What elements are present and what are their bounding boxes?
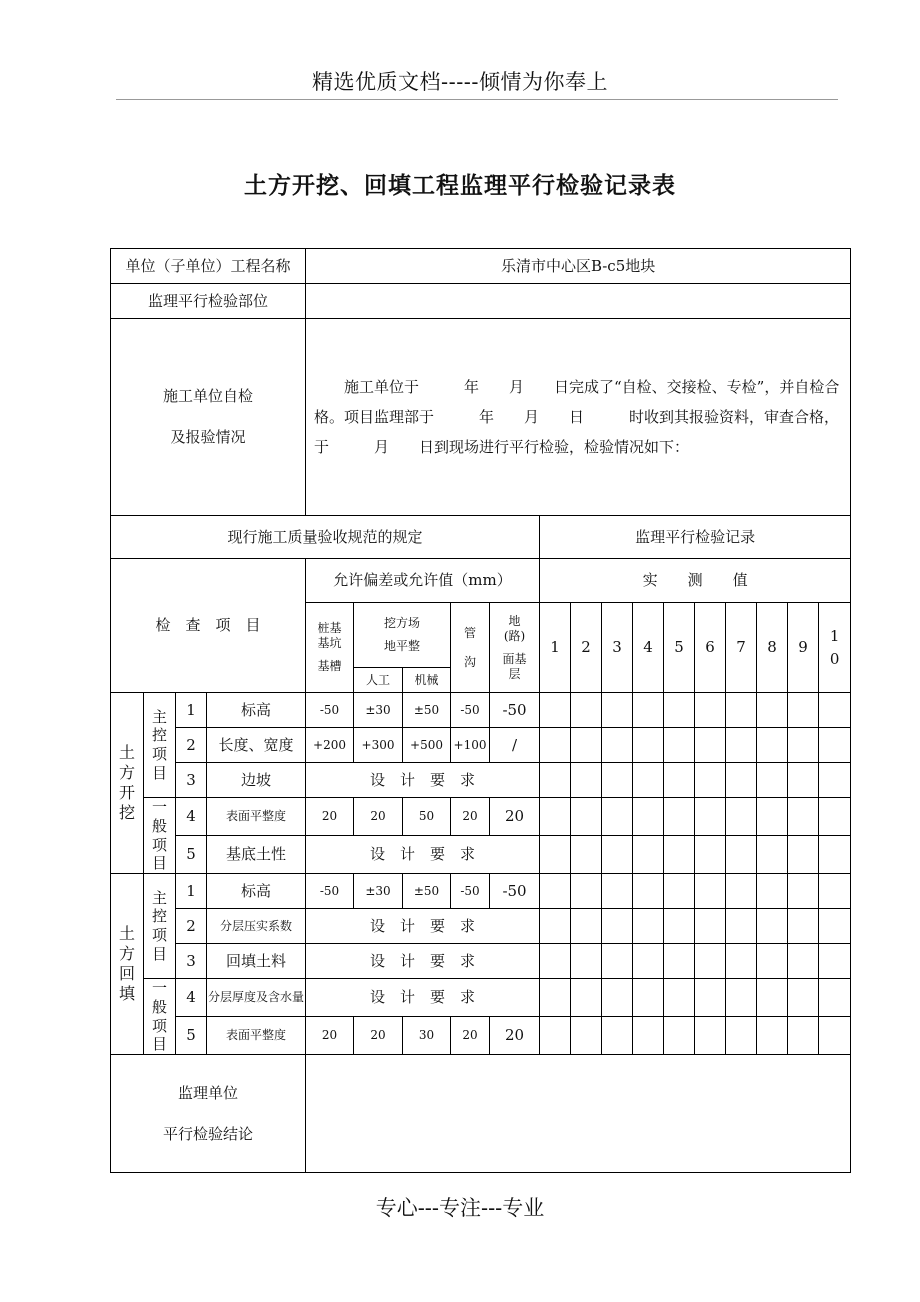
value-machine: ±50 xyxy=(403,874,451,909)
measure-cell[interactable] xyxy=(602,693,633,728)
measure-cell[interactable] xyxy=(695,836,726,874)
measure-cell[interactable] xyxy=(664,693,695,728)
measure-cell[interactable] xyxy=(633,763,664,798)
measure-cell[interactable] xyxy=(819,979,851,1017)
backfill-main-items xyxy=(144,874,176,979)
measure-cell[interactable] xyxy=(633,944,664,979)
measure-cell[interactable] xyxy=(602,874,633,909)
measure-cell[interactable] xyxy=(571,909,602,944)
measure-col-3: 3 xyxy=(602,603,633,693)
measure-cell[interactable] xyxy=(819,763,851,798)
design-requirement: 设 计 要 求 xyxy=(306,836,540,874)
row-item-name: 边坡 xyxy=(207,763,306,798)
value-pile: -50 xyxy=(306,693,354,728)
measure-cell[interactable] xyxy=(788,728,819,763)
measure-cell[interactable] xyxy=(788,1017,819,1055)
group-excavation xyxy=(111,693,144,874)
measure-cell[interactable] xyxy=(540,836,571,874)
value-road: 20 xyxy=(490,798,540,836)
col-site-line2: 地平整 xyxy=(384,639,421,653)
backfill-general-label: 一般项目 xyxy=(151,979,167,1054)
measure-cell[interactable] xyxy=(664,836,695,874)
measure-cell[interactable] xyxy=(695,944,726,979)
row-no: 2 xyxy=(176,909,207,944)
row-no: 2 xyxy=(176,728,207,763)
row-no: 1 xyxy=(176,693,207,728)
col-road-line2: (路) xyxy=(503,628,526,643)
value-manual: +300 xyxy=(354,728,403,763)
measure-cell[interactable] xyxy=(788,874,819,909)
measure-cell[interactable] xyxy=(540,693,571,728)
measure-cell[interactable] xyxy=(726,909,757,944)
col-road-line4: 层 xyxy=(508,666,521,681)
value-pile: 20 xyxy=(306,1017,354,1055)
conclusion-label-line1: 监理单位 xyxy=(178,1083,239,1102)
col-manual: 人工 xyxy=(354,668,403,693)
measure-cell[interactable] xyxy=(540,944,571,979)
row-no: 5 xyxy=(176,836,207,874)
measure-cell[interactable] xyxy=(664,798,695,836)
row-no: 1 xyxy=(176,874,207,909)
measure-cell[interactable] xyxy=(571,728,602,763)
group-backfill xyxy=(111,874,144,1055)
measure-cell[interactable] xyxy=(695,979,726,1017)
page-footer: 专心---专注---专业 xyxy=(375,1196,545,1220)
measure-cell[interactable] xyxy=(633,909,664,944)
row-item-name: 标高 xyxy=(207,874,306,909)
measured-values-header: 实 测 值 xyxy=(540,559,851,603)
design-requirement: 设 计 要 求 xyxy=(306,979,540,1017)
measure-cell[interactable] xyxy=(571,944,602,979)
measure-cell[interactable] xyxy=(819,798,851,836)
header-divider xyxy=(116,99,838,100)
measure-cell[interactable] xyxy=(788,979,819,1017)
row-item-name: 基底土性 xyxy=(207,836,306,874)
measure-cell[interactable] xyxy=(757,798,788,836)
measure-cell[interactable] xyxy=(664,979,695,1017)
measure-cell[interactable] xyxy=(633,1017,664,1055)
row-no: 5 xyxy=(176,1017,207,1055)
measure-cell[interactable] xyxy=(571,763,602,798)
group-backfill-label: 土方回填 xyxy=(119,924,136,1003)
col-pile-line3: 基槽 xyxy=(317,659,342,673)
backfill-main-label: 主控项目 xyxy=(151,888,167,963)
design-requirement: 设 计 要 求 xyxy=(306,944,540,979)
backfill-general-items xyxy=(144,979,176,1055)
value-pipe: 20 xyxy=(451,798,490,836)
measure-cell[interactable] xyxy=(602,763,633,798)
design-requirement: 设 计 要 求 xyxy=(306,909,540,944)
row-item-name: 表面平整度 xyxy=(207,1017,306,1055)
measure-col-1: 1 xyxy=(540,603,571,693)
value-road: -50 xyxy=(490,693,540,728)
conclusion-label xyxy=(111,1055,306,1173)
value-machine: 50 xyxy=(403,798,451,836)
excavation-general-label: 一般项目 xyxy=(151,798,167,873)
value-manual: ±30 xyxy=(354,874,403,909)
value-pipe: 20 xyxy=(451,1017,490,1055)
measure-cell[interactable] xyxy=(571,1017,602,1055)
measure-cell[interactable] xyxy=(788,944,819,979)
measure-cell[interactable] xyxy=(602,979,633,1017)
inspection-part-value[interactable] xyxy=(306,284,851,319)
col-pipe-line1: 管 xyxy=(464,625,477,640)
value-pipe: -50 xyxy=(451,693,490,728)
measure-cell[interactable] xyxy=(571,979,602,1017)
col-road-line3: 面基 xyxy=(502,651,527,666)
measure-col-2: 2 xyxy=(571,603,602,693)
measure-col-7: 7 xyxy=(726,603,757,693)
measure-cell[interactable] xyxy=(819,728,851,763)
measure-cell[interactable] xyxy=(726,836,757,874)
value-manual: ±30 xyxy=(354,693,403,728)
measure-col-10 xyxy=(819,603,851,693)
col-site-line1: 挖方场 xyxy=(384,616,421,630)
measure-cell[interactable] xyxy=(757,763,788,798)
form-title: 土方开挖、回填工程监理平行检验记录表 xyxy=(244,172,676,199)
measure-cell[interactable] xyxy=(664,763,695,798)
measure-cell[interactable] xyxy=(571,874,602,909)
row-no: 3 xyxy=(176,944,207,979)
col-site-leveling xyxy=(354,603,451,668)
measure-cell[interactable] xyxy=(602,836,633,874)
measure-cell[interactable] xyxy=(633,798,664,836)
self-check-label xyxy=(111,319,306,516)
measure-cell[interactable] xyxy=(819,909,851,944)
measure-cell[interactable] xyxy=(819,944,851,979)
measure-cell[interactable] xyxy=(819,836,851,874)
measure-col-4: 4 xyxy=(633,603,664,693)
measure-cell[interactable] xyxy=(664,728,695,763)
col-machine: 机械 xyxy=(403,668,451,693)
value-machine: 30 xyxy=(403,1017,451,1055)
measure-cell[interactable] xyxy=(726,693,757,728)
page-header: 精选优质文档-----倾情为你奉上 xyxy=(312,70,608,94)
value-manual: 20 xyxy=(354,1017,403,1055)
value-road: 20 xyxy=(490,1017,540,1055)
conclusion-value[interactable] xyxy=(306,1055,851,1173)
measure-cell[interactable] xyxy=(757,909,788,944)
col-road-line1: 地 xyxy=(508,613,521,628)
measure-cell[interactable] xyxy=(695,763,726,798)
measure-cell[interactable] xyxy=(602,944,633,979)
value-pipe: -50 xyxy=(451,874,490,909)
measure-cell[interactable] xyxy=(819,693,851,728)
check-item-header: 检 查 项 目 xyxy=(111,559,306,693)
measure-cell[interactable] xyxy=(695,909,726,944)
col-pile-line1: 桩基 xyxy=(317,621,342,635)
measure-cell[interactable] xyxy=(757,728,788,763)
measure-cell[interactable] xyxy=(788,763,819,798)
measure-cell[interactable] xyxy=(695,874,726,909)
measure-cell[interactable] xyxy=(664,944,695,979)
measure-cell[interactable] xyxy=(540,798,571,836)
row-no: 3 xyxy=(176,763,207,798)
measure-cell[interactable] xyxy=(695,693,726,728)
col-pile-pit-trench xyxy=(306,603,354,693)
value-pile: +200 xyxy=(306,728,354,763)
measure-cell[interactable] xyxy=(788,798,819,836)
measure-cell[interactable] xyxy=(571,693,602,728)
self-check-label-line1: 施工单位自检 xyxy=(163,387,254,406)
col-pipe-trench xyxy=(451,603,490,693)
value-machine: +500 xyxy=(403,728,451,763)
measure-cell[interactable] xyxy=(633,874,664,909)
excavation-main-items xyxy=(144,693,176,798)
measure-cell[interactable] xyxy=(726,979,757,1017)
conclusion-label-line2: 平行检验结论 xyxy=(163,1124,254,1143)
measure-cell[interactable] xyxy=(540,979,571,1017)
measure-cell[interactable] xyxy=(664,909,695,944)
measure-col-5: 5 xyxy=(664,603,695,693)
measure-cell[interactable] xyxy=(726,798,757,836)
measure-cell[interactable] xyxy=(633,979,664,1017)
measure-cell[interactable] xyxy=(602,909,633,944)
value-manual: 20 xyxy=(354,798,403,836)
measure-cell[interactable] xyxy=(540,1017,571,1055)
measure-cell[interactable] xyxy=(664,1017,695,1055)
row-item-name: 标高 xyxy=(207,693,306,728)
measure-col-10-label: 10 xyxy=(829,627,840,668)
measure-cell[interactable] xyxy=(540,728,571,763)
excavation-general-items xyxy=(144,798,176,874)
design-requirement: 设 计 要 求 xyxy=(306,763,540,798)
spec-section-header: 现行施工质量验收规范的规定 xyxy=(111,516,540,559)
measure-cell[interactable] xyxy=(540,874,571,909)
measure-cell[interactable] xyxy=(788,909,819,944)
self-check-statement-text: 施工单位于 年 月 日完成了“自检、交接检、专检”，并自检合格。项目监理部于 年 月 日 时收到其报验资料，审查合格，于 月 日到现场进行平行检验，检验情况如下： xyxy=(314,378,840,456)
measure-cell[interactable] xyxy=(757,693,788,728)
measure-cell[interactable] xyxy=(602,798,633,836)
inspection-part-label: 监理平行检验部位 xyxy=(111,284,306,319)
row-item-name: 表面平整度 xyxy=(207,798,306,836)
col-pile-line2: 基坑 xyxy=(317,636,342,650)
row-item-name: 分层压实系数 xyxy=(207,909,306,944)
value-pile: 20 xyxy=(306,798,354,836)
measure-cell[interactable] xyxy=(726,944,757,979)
group-excavation-label: 土方开挖 xyxy=(119,743,136,822)
measure-col-8: 8 xyxy=(757,603,788,693)
measure-cell[interactable] xyxy=(757,1017,788,1055)
value-machine: ±50 xyxy=(403,693,451,728)
value-road: -50 xyxy=(490,874,540,909)
measure-col-9: 9 xyxy=(788,603,819,693)
measure-cell[interactable] xyxy=(602,728,633,763)
inspection-record-table xyxy=(110,248,851,1173)
row-item-name: 长度、宽度 xyxy=(207,728,306,763)
project-name-label: 单位（子单位）工程名称 xyxy=(111,249,306,284)
measure-cell[interactable] xyxy=(757,979,788,1017)
measure-cell[interactable] xyxy=(664,874,695,909)
measure-cell[interactable] xyxy=(540,909,571,944)
record-section-header: 监理平行检验记录 xyxy=(540,516,851,559)
col-road-base xyxy=(490,603,540,693)
self-check-statement[interactable] xyxy=(306,319,851,516)
value-road: / xyxy=(490,728,540,763)
measure-cell[interactable] xyxy=(819,874,851,909)
measure-cell[interactable] xyxy=(633,836,664,874)
row-no: 4 xyxy=(176,979,207,1017)
measure-cell[interactable] xyxy=(788,836,819,874)
self-check-label-line2: 及报验情况 xyxy=(170,428,246,446)
row-no: 4 xyxy=(176,798,207,836)
value-pile: -50 xyxy=(306,874,354,909)
measure-cell[interactable] xyxy=(726,874,757,909)
measure-cell[interactable] xyxy=(819,1017,851,1055)
measure-cell[interactable] xyxy=(633,693,664,728)
measure-col-6: 6 xyxy=(695,603,726,693)
measure-cell[interactable] xyxy=(726,728,757,763)
measure-cell[interactable] xyxy=(788,693,819,728)
measure-cell[interactable] xyxy=(571,836,602,874)
measure-cell[interactable] xyxy=(726,1017,757,1055)
measure-cell[interactable] xyxy=(726,763,757,798)
measure-cell[interactable] xyxy=(602,1017,633,1055)
measure-cell[interactable] xyxy=(757,874,788,909)
measure-cell[interactable] xyxy=(695,1017,726,1055)
row-item-name: 分层厚度及含水量 xyxy=(207,979,306,1017)
measure-cell[interactable] xyxy=(695,798,726,836)
project-name-value[interactable]: 乐清市中心区B-c5地块 xyxy=(306,249,851,284)
excavation-main-label: 主控项目 xyxy=(151,707,167,782)
measure-cell[interactable] xyxy=(633,728,664,763)
measure-cell[interactable] xyxy=(695,728,726,763)
measure-cell[interactable] xyxy=(540,763,571,798)
value-pipe: +100 xyxy=(451,728,490,763)
measure-cell[interactable] xyxy=(757,944,788,979)
allowed-deviation-header: 允许偏差或允许值（mm） xyxy=(306,559,540,603)
measure-cell[interactable] xyxy=(757,836,788,874)
row-item-name: 回填土料 xyxy=(207,944,306,979)
measure-cell[interactable] xyxy=(571,798,602,836)
col-pipe-line2: 沟 xyxy=(464,654,477,669)
